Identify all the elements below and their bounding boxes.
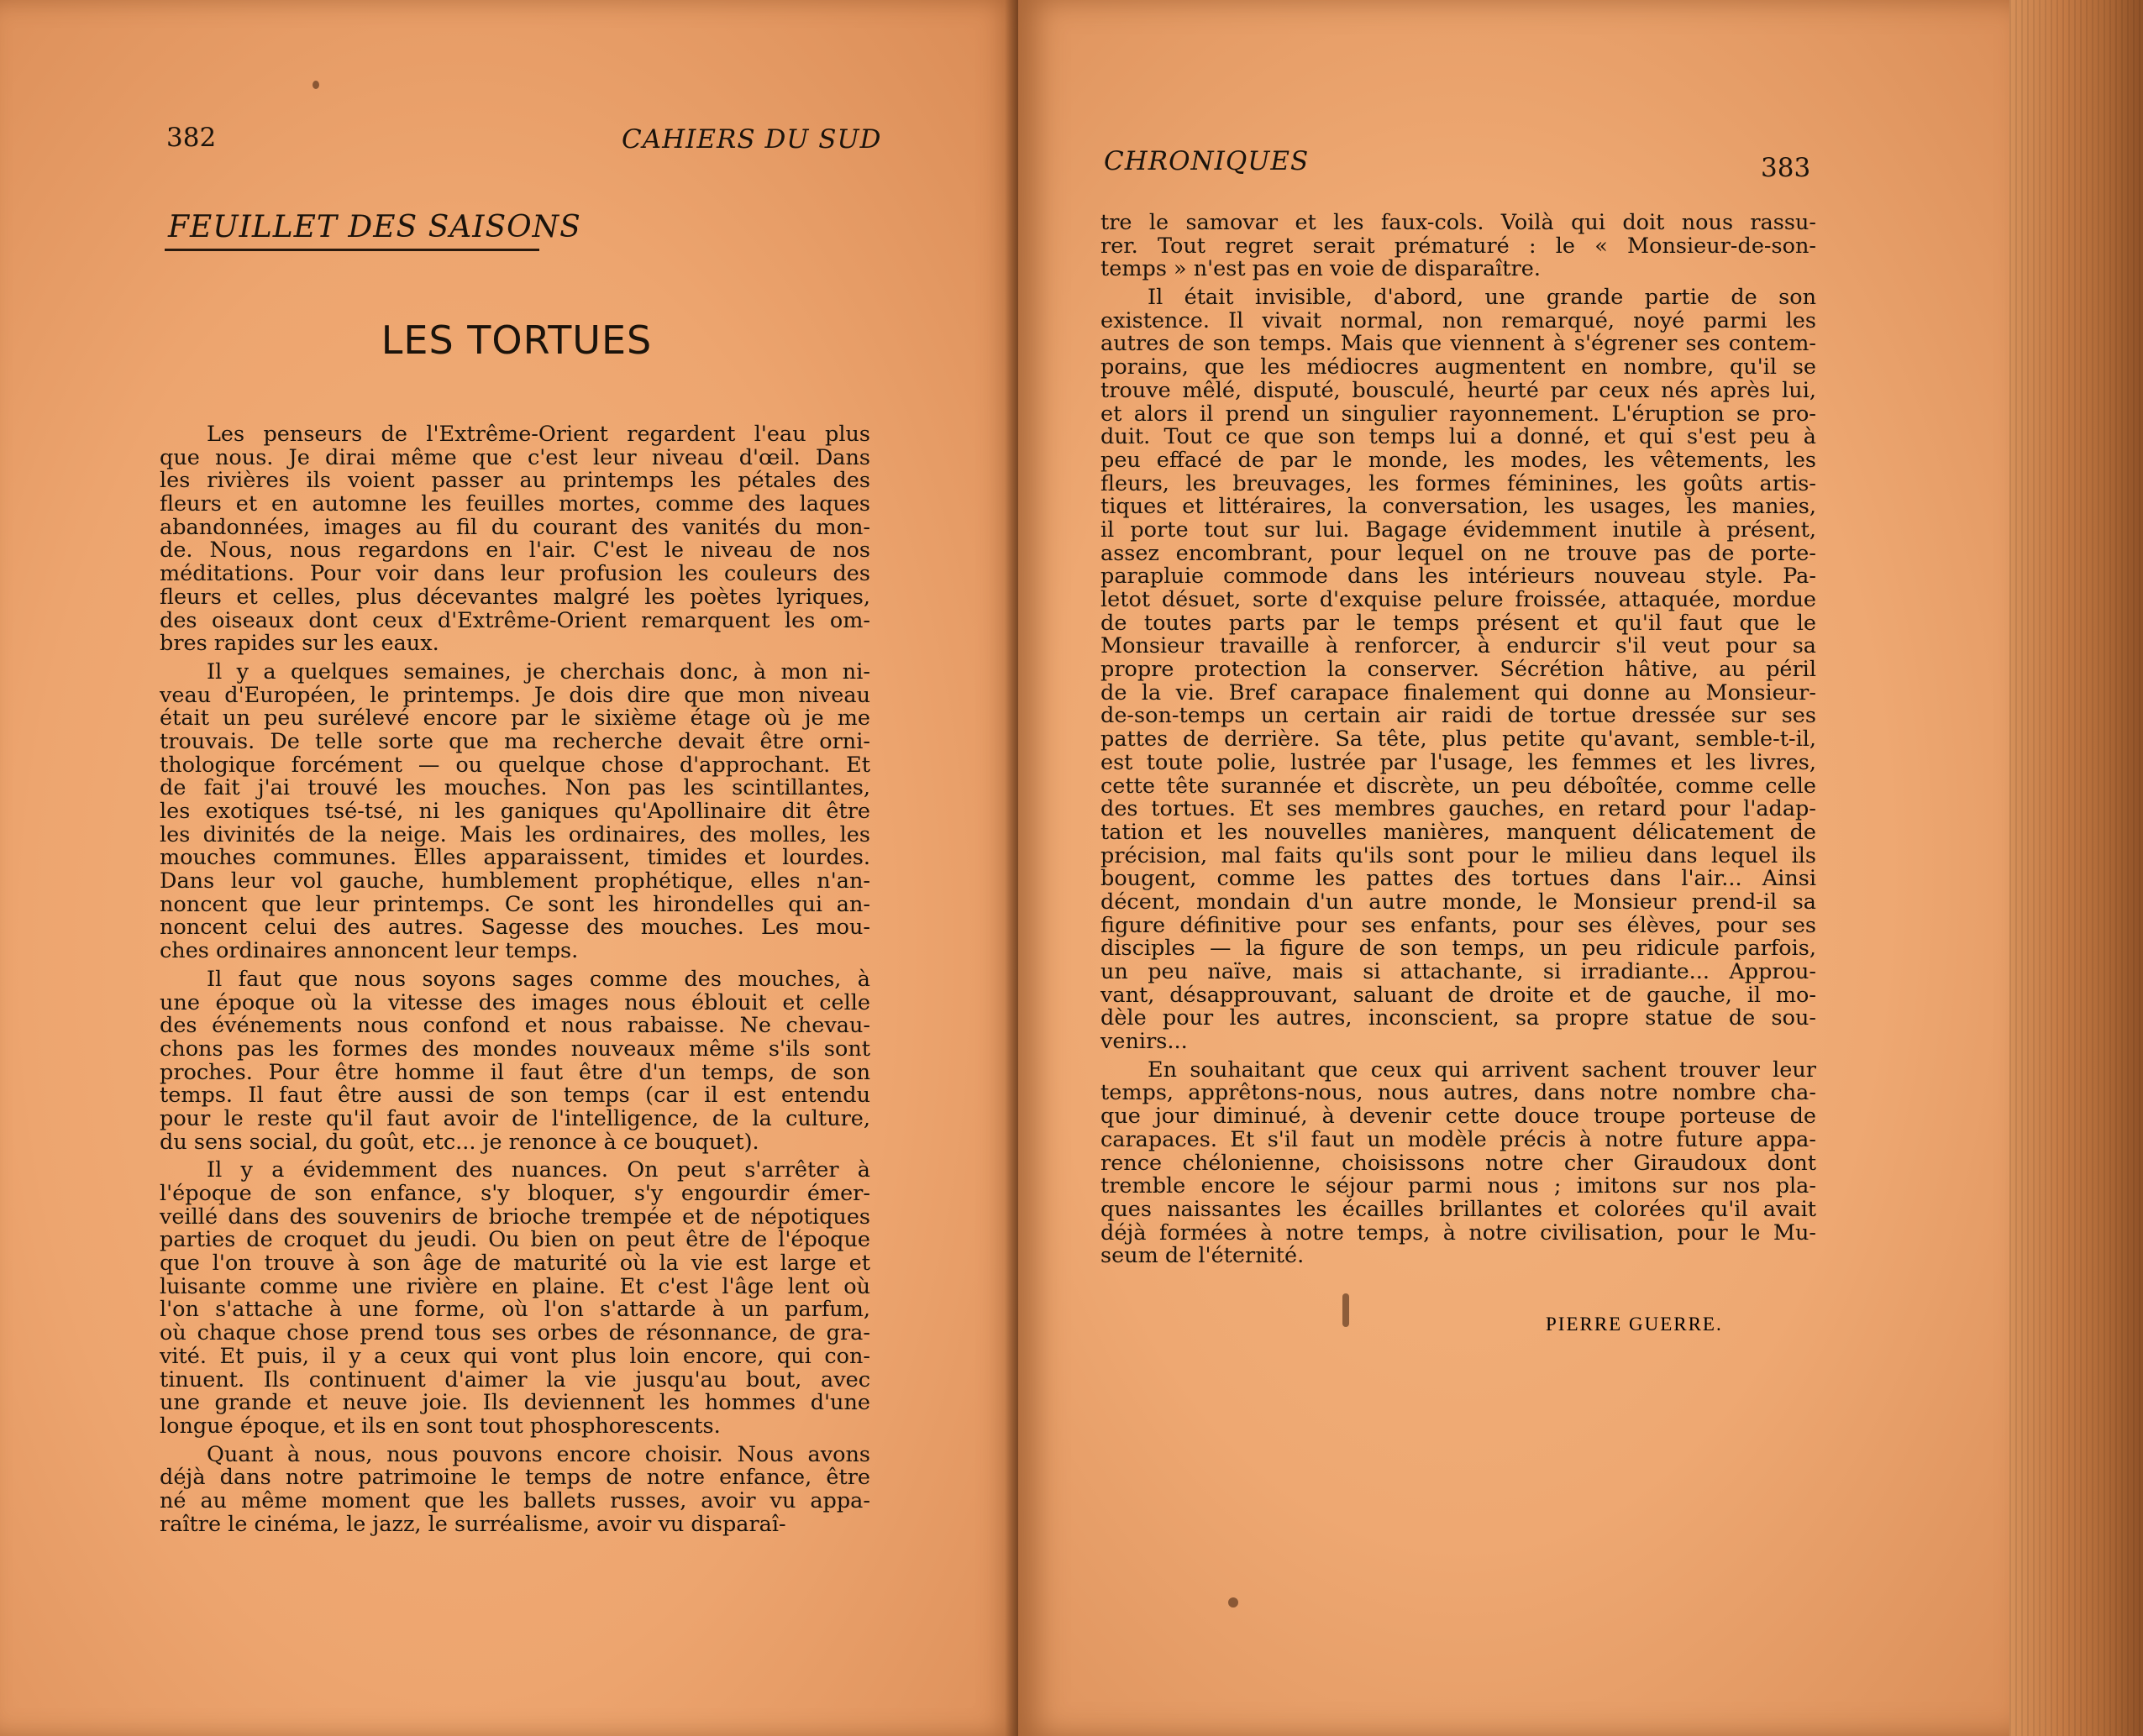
text-line: un peu naïve, mais si attachante, si irradiante... Approu-: [1100, 959, 1816, 984]
text-line: Il y a quelques semaines, je cherchais donc, à mon ni-: [207, 658, 870, 684]
text-line: des événements nous confond et nous rabaisse. Ne chevau-: [160, 1013, 870, 1039]
text-line: ques naissantes les écailles brillantes et colorées qu'il avait: [1100, 1196, 1816, 1222]
text-line: chons pas les formes des mondes nouveaux même s'ils sont: [160, 1036, 870, 1062]
text-line: peu effacé de par le monde, les modes, les vêtements, les: [1100, 447, 1816, 473]
text-line: vant, désapprouvant, saluant de droite et de gauche, il mo-: [1100, 982, 1816, 1008]
text-line: noncent que leur printemps. Ce sont les hirondelles qui an-: [160, 891, 870, 917]
text-line: décent, mondain d'un autre monde, le Monsieur prend-il sa: [1100, 889, 1816, 915]
text-line: des oiseaux dont ceux d'Extrême-Orient remarquent les om-: [160, 607, 870, 633]
text-line: cette tête surannée et discrète, un peu déboîtée, comme celle: [1100, 773, 1816, 799]
text-line: assez encombrant, pour lequel on ne trouve pas de porte-: [1100, 540, 1816, 566]
text-line: dèle pour les autres, inconscient, sa propre statue de sou-: [1100, 1005, 1816, 1031]
text-line: Les penseurs de l'Extrême-Orient regardent l'eau plus: [207, 422, 870, 447]
text-line: déjà dans notre patrimoine le temps de notre enfance, être: [160, 1465, 870, 1491]
text-line: que l'on trouve à son âge de maturité où la vie est large et: [160, 1251, 870, 1277]
text-line: duit. Tout ce que son temps lui a donné, et qui s'est peu à: [1100, 424, 1816, 450]
text-line: veillé dans des souvenirs de brioche trempée et de népotiques: [160, 1204, 870, 1230]
left-page: [0, 0, 1018, 1736]
text-line: tre le samovar et les faux-cols. Voilà qui doit nous rassu-: [1100, 210, 1816, 235]
text-line: était un peu surélevé encore par le sixième étage où je me: [160, 705, 870, 732]
text-line: seum de l'éternité.: [1100, 1243, 1305, 1269]
text-line: tiques et littéraires, la conversation, les usages, les manies,: [1100, 494, 1816, 520]
text-line: précision, mal faits qu'ils sont pour le milieu dans lequel ils: [1100, 842, 1816, 868]
right-page: [1018, 0, 2009, 1736]
text-line: noncent celui des autres. Sagesse des mouches. Les mou-: [160, 915, 870, 941]
text-line: du sens social, du goût, etc... je renonce à ce bouquet).: [160, 1129, 759, 1155]
text-line: méditations. Pour voir dans leur profusion les couleurs des: [160, 561, 870, 587]
fore-edge-lines: [2009, 0, 2143, 1736]
left-page-body: [160, 423, 870, 1536]
text-line: ches ordinaires annoncent leur temps.: [160, 938, 579, 964]
section-title: FEUILLET DES SAISONS: [168, 210, 581, 244]
text-line: propre protection la conserver. Sécrétion hâtive, au péril: [1100, 657, 1816, 683]
paper-spot: [313, 81, 319, 89]
running-head-left: CAHIERS DU SUD: [622, 124, 882, 155]
text-line: temps. Il faut être aussi de son temps (car il est entendu: [160, 1083, 870, 1109]
text-line: pour le reste qu'il faut avoir de l'intelligence, de la culture,: [160, 1105, 870, 1131]
text-line: rence chélonienne, choisissons notre cher Giraudoux dont: [1100, 1150, 1816, 1176]
text-line: En souhaitant que ceux qui arrivent sachent trouver leur: [1148, 1057, 1816, 1083]
text-line: proches. Pour être homme il faut être d'un temps, de son: [160, 1059, 870, 1085]
author-signature: PIERRE GUERRE.: [1546, 1314, 1723, 1335]
text-line: longue époque, et ils en sont tout phosphorescents.: [160, 1413, 721, 1439]
text-line: fleurs, les breuvages, les formes féminines, les goûts artis-: [1100, 470, 1816, 496]
text-line: trouvais. De telle sorte que ma recherche devait être orni-: [160, 728, 870, 754]
text-line: il porte tout sur lui. Bagage évidemment inutile à présent,: [1100, 517, 1816, 543]
text-line: veau d'Européen, le printemps. Je dois dire que mon niveau: [160, 682, 870, 708]
text-line: une grande et neuve joie. Ils deviennent les hommes d'une: [160, 1390, 870, 1416]
text-line: de la vie. Bref carapace finalement qui donne au Monsieur-: [1100, 679, 1816, 705]
text-line: luisante comme une rivière en plaine. Et c'est l'âge lent où: [160, 1273, 870, 1299]
text-line: letot désuet, sorte d'exquise pelure froissée, attaquée, mordue: [1100, 587, 1816, 612]
text-line: existence. Il vivait normal, non remarqué, noyé parmi les: [1100, 307, 1816, 333]
text-line: des tortues. Et ses membres gauches, en retard pour l'adap-: [1100, 796, 1816, 822]
text-line: temps, apprêtons-nous, nous autres, dans notre nombre cha-: [1100, 1080, 1816, 1106]
text-line: Monsieur travaille à renforcer, à endurcir s'il veut pour sa: [1100, 633, 1816, 659]
text-line: temps » n'est pas en voie de disparaître.: [1100, 256, 1541, 282]
text-line: vité. Et puis, il y a ceux qui vont plus loin encore, qui con-: [160, 1343, 870, 1369]
text-line: de toutes parts par le temps présent et qu'il faut que le: [1100, 610, 1816, 636]
text-line: l'époque de son enfance, s'y bloquer, s'y engourdir émer-: [160, 1181, 870, 1206]
text-line: de fait j'ai trouvé les mouches. Non pas les scintillantes,: [160, 775, 870, 801]
running-head-right: CHRONIQUES: [1104, 146, 1310, 176]
text-line: figure définitive pour ses enfants, pour ses élèves, pour ses: [1100, 912, 1816, 938]
text-line: trouve mêlé, disputé, bousculé, heurté par ceux nés après lui,: [1100, 377, 1816, 403]
text-line: l'on s'attache à une forme, où l'on s'attarde à un parfum,: [160, 1297, 870, 1323]
text-line: autres de son temps. Mais que viennent à s'égrener ses contem-: [1100, 331, 1816, 357]
text-line: que nous. Je dirai même que c'est leur niveau d'œil. Dans: [160, 444, 870, 470]
text-line: abandonnées, images au fil du courant des vanités du mon-: [160, 514, 870, 540]
text-line: raître le cinéma, le jazz, le surréalisme, avoir vu disparaî-: [160, 1511, 786, 1537]
text-line: pattes de derrière. Sa tête, plus petite qu'avant, semble-t-il,: [1100, 726, 1816, 753]
text-line: et alors il prend un singulier rayonnement. L'éruption se pro-: [1100, 401, 1816, 427]
text-line: déjà formées à notre temps, à notre civilisation, pour le Mu-: [1100, 1219, 1816, 1246]
text-line: parapluie commode dans les intérieurs nouveau style. Pa-: [1100, 564, 1816, 590]
article-title: LES TORTUES: [381, 317, 653, 363]
text-line: tinuent. Ils continuent d'aimer la vie jusqu'au bout, avec: [160, 1366, 870, 1392]
text-line: fleurs et celles, plus décevantes malgré les poètes lyriques,: [160, 584, 870, 610]
text-line: les divinités de la neige. Mais les ordinaires, des molles, les: [160, 821, 870, 847]
text-line: fleurs et en automne les feuilles mortes, comme des laques: [160, 491, 870, 517]
text-line: venirs...: [1100, 1029, 1188, 1055]
text-line: Il faut que nous soyons sages comme des mouches, à: [207, 966, 870, 992]
text-line: bougent, comme les pattes des tortues dans l'air... Ainsi: [1100, 866, 1816, 892]
text-line: une époque où la vitesse des images nous éblouit et celle: [160, 989, 870, 1015]
text-line: né au même moment que les ballets russes, avoir vu appa-: [160, 1487, 870, 1513]
text-line: parties de croquet du jeudi. Ou bien on peut être de l'époque: [160, 1227, 870, 1253]
text-line: Il y a évidemment des nuances. On peut s'arrêter à: [207, 1157, 870, 1183]
text-line: bres rapides sur les eaux.: [160, 631, 439, 657]
text-line: rer. Tout regret serait prématuré : le « Monsieur-de-son-: [1100, 233, 1816, 259]
page-fore-edge: [2009, 0, 2143, 1736]
text-line: que jour diminué, à devenir cette douce troupe porteuse de: [1100, 1104, 1816, 1130]
text-line: thologique forcément — ou quelque chose d'approchant. Et: [160, 752, 870, 778]
section-title-underline: [165, 249, 539, 251]
text-line: où chaque chose prend tous ses orbes de résonnance, de gra-: [160, 1320, 870, 1346]
text-line: tation et les nouvelles manières, manquent délicatement de: [1100, 819, 1816, 845]
text-line: Dans leur vol gauche, humblement prophétique, elles n'an-: [160, 868, 870, 894]
text-line: de-son-temps un certain air raidi de tortue dressée sur ses: [1100, 703, 1816, 729]
text-line: porains, que les médiocres augmentent en nombre, qu'il se: [1100, 354, 1816, 380]
page-number-left: 382: [166, 123, 217, 153]
text-line: Quant à nous, nous pouvons encore choisir. Nous avons: [207, 1441, 870, 1467]
text-line: disciples — la figure de son temps, un peu ridicule parfois,: [1100, 936, 1816, 962]
text-line: de. Nous, nous regardons en l'air. C'est le niveau de nos: [160, 538, 870, 564]
text-line: est toute polie, lustrée par l'usage, les femmes et les livres,: [1100, 749, 1816, 775]
text-line: tremble encore le séjour parmi nous ; imitons sur nos pla-: [1100, 1173, 1816, 1199]
text-line: les exotiques tsé-tsé, ni les ganiques qu'Apollinaire dit être: [160, 799, 870, 824]
paper-spot: [1228, 1597, 1238, 1608]
right-page-body: [1100, 212, 1816, 1268]
page-number-right: 383: [1761, 153, 1811, 183]
paper-mark: [1342, 1293, 1349, 1327]
text-line: mouches communes. Elles apparaissent, timides et lourdes.: [160, 845, 870, 871]
text-line: carapaces. Et s'il faut un modèle précis à notre future appa-: [1100, 1126, 1816, 1152]
text-line: Il était invisible, d'abord, une grande partie de son: [1148, 285, 1816, 311]
text-line: les rivières ils voient passer au printemps les pétales des: [160, 468, 870, 494]
